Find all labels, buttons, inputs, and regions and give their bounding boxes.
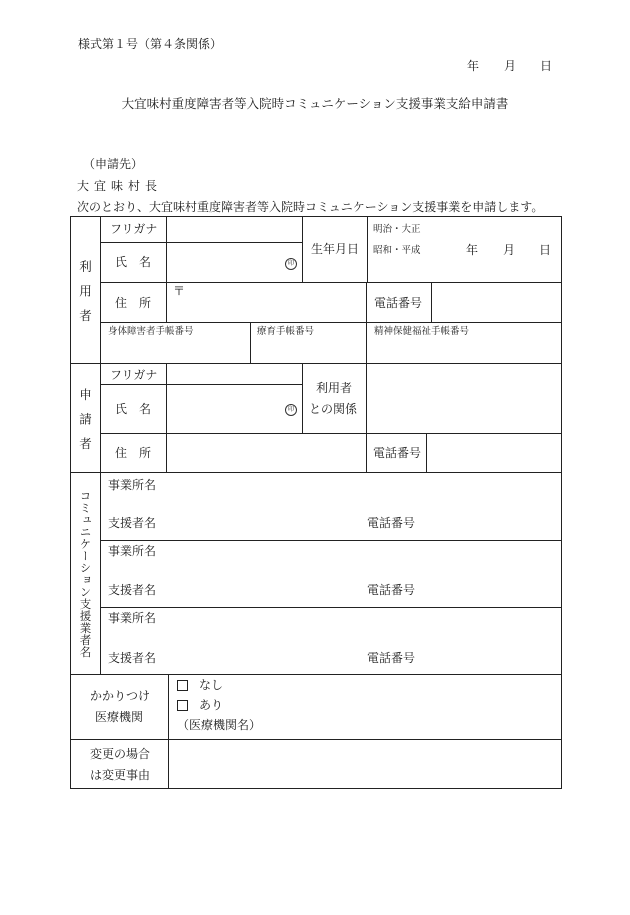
row-line <box>100 322 561 323</box>
applicant-phone-label: 電話番号 <box>373 446 422 460</box>
user-phone-label: 電話番号 <box>374 296 423 310</box>
col-line <box>366 363 367 433</box>
table-border-right <box>561 216 562 789</box>
intro-text: 次のとおり、大宜味村重度障害者等入院時コミュニケーション支援事業を申請します。 <box>77 200 544 214</box>
supporter-office-label: 事業所名 <box>108 611 157 625</box>
birthdate-label: 生年月日 <box>311 242 360 256</box>
section-divider <box>70 472 561 473</box>
birth-month-label: 月 <box>503 243 516 257</box>
clinic-yes-checkbox[interactable] <box>177 700 188 711</box>
document-title: 大宜味村重度障害者等入院時コミュニケーション支援事業支給申請書 <box>121 96 509 111</box>
change-reason-label-line2: は変更事由 <box>90 768 151 782</box>
user-address-label: 住 所 <box>115 296 152 310</box>
supporter-name-label: 支援者名 <box>108 516 157 530</box>
relation-label-line1: 利用者 <box>316 381 353 395</box>
col-line <box>431 282 432 322</box>
date-year-label: 年 <box>467 59 480 73</box>
row-line <box>100 282 561 283</box>
rehabilitation-notebook-label: 療育手帳番号 <box>257 326 315 337</box>
clinic-none-label: なし <box>199 678 224 692</box>
row-line <box>100 433 561 434</box>
table-border-bottom <box>70 788 561 789</box>
seal-mark: 印 <box>285 258 297 270</box>
row-line <box>100 384 302 385</box>
date-day-label: 日 <box>540 59 553 73</box>
row-line <box>100 607 561 608</box>
birth-year-label: 年 <box>466 243 479 257</box>
clinic-name-label: （医療機関名） <box>177 718 262 732</box>
col-line <box>426 433 427 472</box>
physical-disability-notebook-label: 身体障害者手帳番号 <box>108 326 194 337</box>
user-section-title: 利用者 <box>77 260 93 334</box>
supporter-office-label: 事業所名 <box>108 544 157 558</box>
destination-label: （申請先） <box>83 157 144 171</box>
supporter-section-title: コミュニケーション支援業者名 <box>78 490 93 658</box>
seal-mark: 印 <box>285 404 297 416</box>
col-line <box>366 433 367 472</box>
col-line <box>166 363 167 472</box>
applicant-section-title: 申請者 <box>77 388 93 462</box>
col-line <box>250 322 251 363</box>
postal-mark: 〒 <box>173 284 186 298</box>
clinic-yes-label: あり <box>199 698 224 712</box>
destination-name: 大宜味村長 <box>77 179 163 193</box>
col-line <box>166 216 167 322</box>
user-furigana-label: フリガナ <box>110 222 158 236</box>
birth-day-label: 日 <box>539 243 552 257</box>
form-number: 様式第１号（第４条関係） <box>78 37 223 51</box>
col-line <box>302 363 303 433</box>
supporter-office-label: 事業所名 <box>108 478 157 492</box>
date-month-label: 月 <box>504 59 517 73</box>
relation-label-line2: との関係 <box>309 402 358 416</box>
col-line <box>302 216 303 282</box>
section-divider <box>70 363 561 364</box>
clinic-none-checkbox[interactable] <box>177 680 188 691</box>
applicant-name-label: 氏 名 <box>115 402 152 416</box>
supporter-phone-label: 電話番号 <box>367 516 416 530</box>
section-divider <box>70 739 561 740</box>
era-option-meiji-taisho: 明治・大正 <box>373 224 421 235</box>
supporter-phone-label: 電話番号 <box>367 651 416 665</box>
supporter-name-label: 支援者名 <box>108 583 157 597</box>
row-line <box>100 242 302 243</box>
supporter-phone-label: 電話番号 <box>367 583 416 597</box>
applicant-address-label: 住 所 <box>115 446 152 460</box>
supporter-name-label: 支援者名 <box>108 651 157 665</box>
col-line <box>168 674 169 789</box>
table-border-top <box>70 216 561 217</box>
col-line <box>367 216 368 282</box>
row-line <box>100 540 561 541</box>
clinic-label-line2: 医療機関 <box>95 710 144 724</box>
applicant-furigana-label: フリガナ <box>110 368 158 382</box>
table-border-left <box>70 216 71 789</box>
change-reason-label-line1: 変更の場合 <box>90 747 151 761</box>
user-name-label: 氏 名 <box>115 255 152 269</box>
section-title-column-line <box>100 216 101 674</box>
era-option-showa-heisei: 昭和・平成 <box>373 245 421 256</box>
clinic-label-line1: かかりつけ <box>90 689 151 703</box>
section-divider <box>70 674 561 675</box>
mental-health-notebook-label: 精神保健福祉手帳番号 <box>374 326 470 337</box>
col-line <box>366 282 367 363</box>
